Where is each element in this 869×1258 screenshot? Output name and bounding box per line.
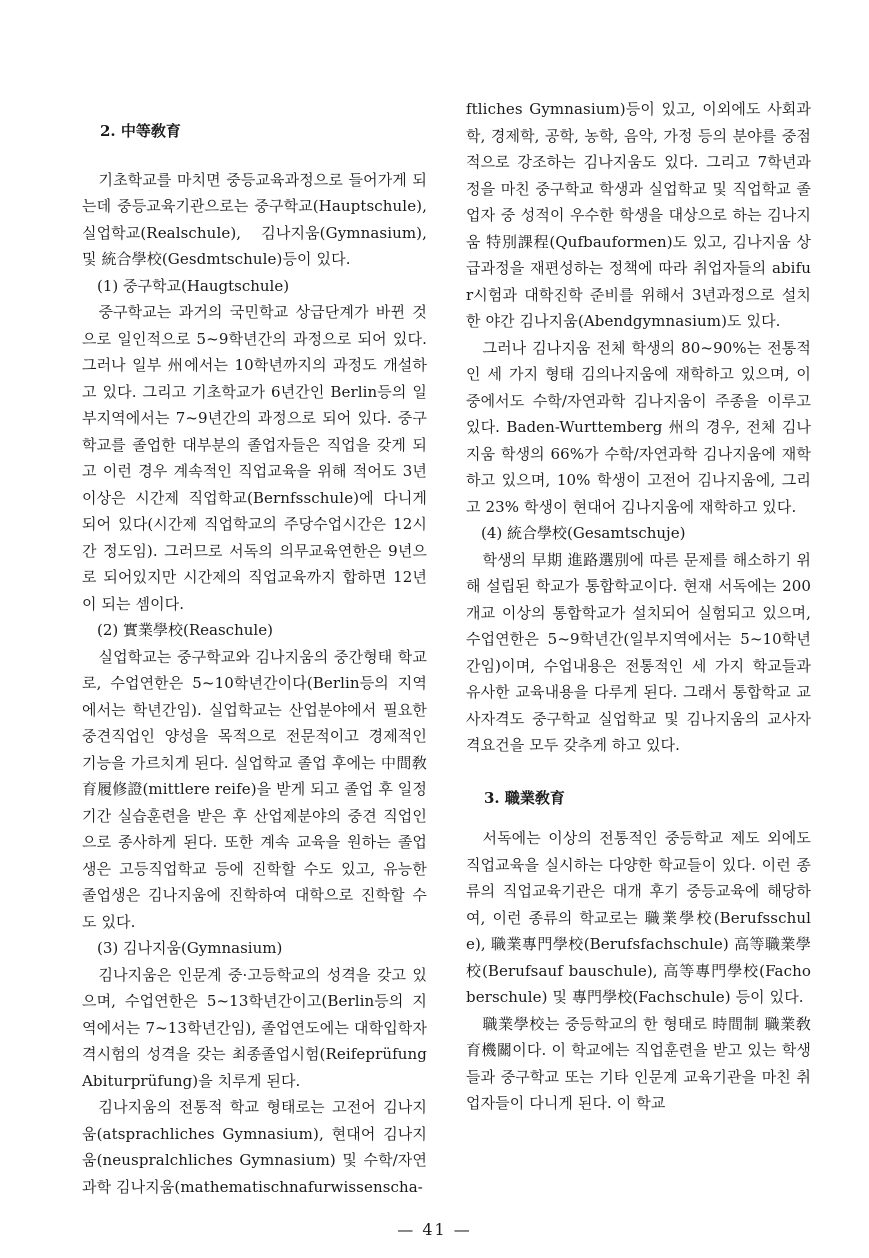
- paragraph: 기초학교를 마치면 중등교육과정으로 들어가게 되는데 중등교육기관으로는 중구학교(Hauptschule), 실업학교(Realschule), 김나지움(Gymnasium), 및 統合學校(Gesdmtschule)등이 있다.: [82, 170, 427, 268]
- paragraph: 서독에는 이상의 전통적인 중등학교 제도 외에도 직업교육을 실시하는 다양한 학교들이 있다. 이런 종류의 직업교육기관은 대개 후기 중등교육에 해당하여, 이런 종류의 학교로는 職業學校(Berufsschule), 職業專門學校(Berufsfachschule) 高等職業學校(Berufsauf bauschule), 高等專門學校(Fachoberschule) 및 專門學校(Fachschule) 등이 있다.: [466, 829, 811, 1006]
- page-number: — 41 —: [397, 1220, 472, 1239]
- section-heading-vocational-education: 3. 職業敎育: [484, 788, 565, 807]
- paragraph: 그러나 김나지움 전체 학생의 80~90%는 전통적인 세 가지 형태 김의나지움에 재학하고 있으며, 이중에서도 수학/자연과학 김나지움이 주종을 이루고 있다. Baden-Wurttemberg 州의 경우, 전체 김나지움 학생의 66%가 수학/자연과학 김나지움에 재학하고 있으며, 10% 학생이 고전어 김나지움에, 그리고 23% 학생이 현대어 김나지움에 재학하고 있다.: [466, 338, 811, 516]
- right-column: [466, 96, 811, 1117]
- subsection-heading: (4) 統合學校(Gesamtschuje): [481, 524, 686, 542]
- section-spacer: [466, 759, 811, 785]
- paragraph: 중구학교는 과거의 국민학교 상급단계가 바뀐 것으로 일인적으로 5~9학년간의 과정으로 되어 있다. 그러나 일부 州에서는 10학년까지의 과정도 개설하고 있다. 그리고 기초학교가 6년간인 Berlin등의 일부지역에서는 7~9년간의 과정으로 되어 있다. 중구학교를 졸업한 대부분의 졸업자들은 직업을 갖게 되고 이런 경우 계속적인 직업교육을 위해 적어도 3년 이상은 시간제 직업학교(Bernfsschule)에 다니게 되어 있다(시간제 직업학교의 주당수업시간은 12시간 정도임). 그러므로 서독의 의무교육연한은 9년으로 되어있지만 시간제의 직업교육까지 합하면 12년이 되는 셈이다.: [82, 303, 427, 613]
- subsection-heading: (3) 김나지움(Gymnasium): [97, 939, 283, 957]
- paragraph: 김나지움의 전통적 학교 형태로는 고전어 김나지움(atsprachliches Gymnasium), 현대어 김나지움(neuspralchliches Gymnasium) 및 수학/자연과학 김나지움(mathematischnafurwissenscha-: [82, 1098, 427, 1196]
- subsection-heading: (1) 중구학교(Haugtschule): [97, 276, 290, 295]
- subsection-heading: (2) 實業學校(Reaschule): [97, 621, 273, 639]
- paragraph: 職業學校는 중등학교의 한 형태로 時間制 職業敎育機關이다. 이 학교에는 직업훈련을 받고 있는 학생들과 중구학교 또는 기타 인문계 교육기관을 마친 취업자들이 다니게 된다. 이 학교: [466, 1014, 811, 1112]
- paragraph: 실업학교는 중구학교와 김나지움의 중간형태 학교로, 수업연한은 5~10학년간이다(Berlin등의 지역에서는 학년간임). 실업학교는 산업분야에서 필요한 중견직업인 양성을 목적으로 전문적이고 경제적인 기능을 가르치게 된다. 실업학교 졸업 후에는 中間敎育履修證(mittlere reife)을 받게 되고 졸업 후 일정기간 실습훈련을 받은 후 산업제분야의 중견 직업인으로 종사하게 된다. 또한 계속 교육을 원하는 졸업생은 고등직업학교 등에 진학할 수도 있고, 유능한 졸업생은 김나지움에 진학하여 대학으로 진학할 수도 있다.: [82, 647, 427, 931]
- section-heading-secondary-education: 2. 中等敎育: [100, 122, 181, 140]
- paragraph: 김나지움은 인문계 중·고등학교의 성격을 갖고 있으며, 수업연한은 5~13학년간이고(Berlin등의 지역에서는 7~13학년간임), 졸업연도에는 대학입학자격시험의 성격을 갖는 최종졸업시험(Reifeprüfung Abiturprüfung)을 치루게 된다.: [82, 965, 427, 1090]
- left-column: [82, 118, 427, 1200]
- paragraph: 학생의 早期 進路選別에 따른 문제를 해소하기 위해 설립된 학교가 통합학교이다. 현재 서독에는 200개교 이상의 통합학교가 설치되어 실험되고 있으며, 수업연한은 5~9학년간(일부지역에서는 5~10학년간임)이며, 수업내용은 전통적인 세 가지 학교들과 유사한 교육내용을 다루게 된다. 그래서 통합학교 교사자격도 중구학교 실업학교 및 김나지움의 교사자격요건을 모두 갖추게 하고 있다.: [466, 550, 811, 754]
- paragraph: ftliches Gymnasium)등이 있고, 이외에도 사회과학, 경제학, 공학, 농학, 음악, 가정 등의 분야를 중점적으로 강조하는 김나지움도 있다. 그리고 7학년과정을 마친 중구학교 학생과 실업학교 및 직업학교 졸업자 중 성적이 우수한 학생을 대상으로 하는 김나지움 特別課程(Qufbauformen)도 있고, 김나지움 상급과정을 재편성하는 정책에 따라 취업자들의 abifur시험과 대학진학 준비를 위해서 3년과정으로 설치한 야간 김나지움(Abendgymnasium)도 있다.: [466, 100, 811, 330]
